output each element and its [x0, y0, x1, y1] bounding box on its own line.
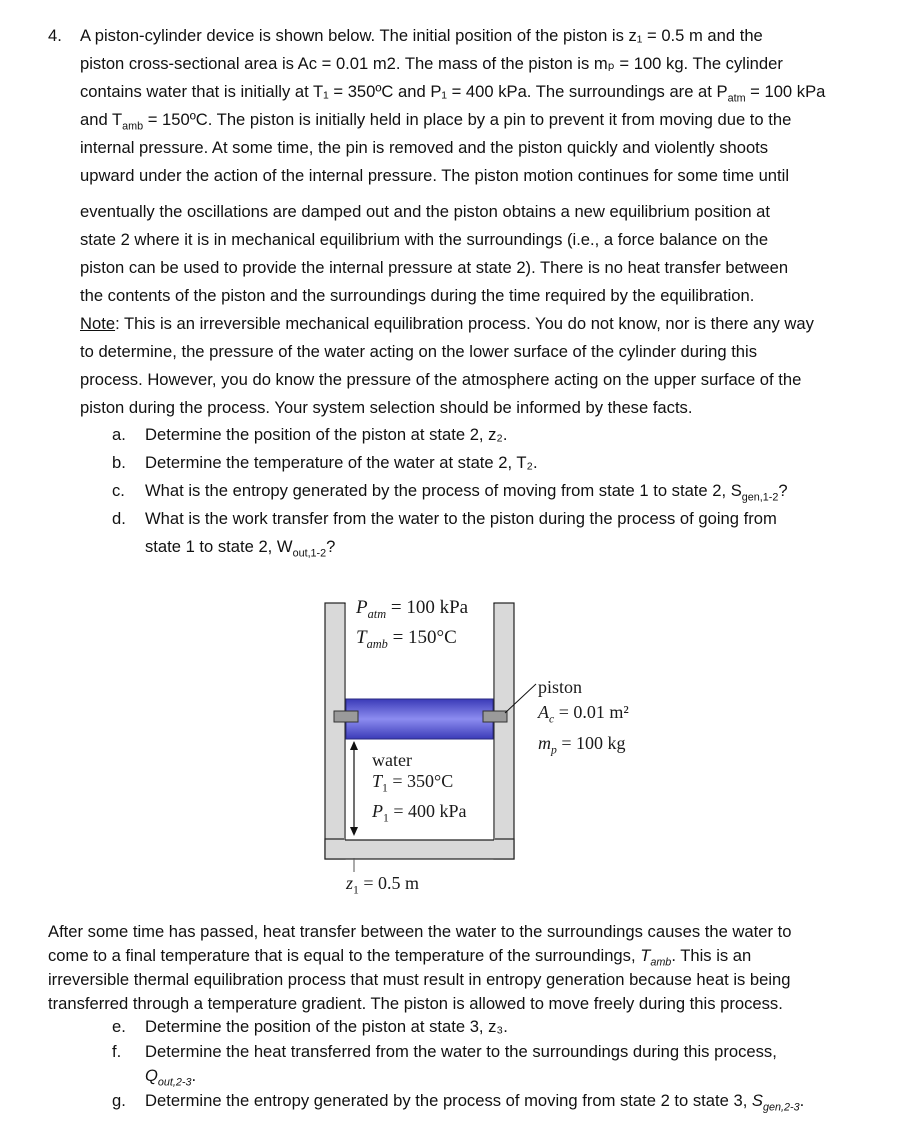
- intro-line-6: upward under the action of the internal pressure. The piston motion continues for some time until: [80, 166, 790, 185]
- cont-line-2: state 2 where it is in mechanical equilibrium with the surroundings (i.e., a force balance on the: [80, 230, 769, 249]
- intro-line-1: A piston-cylinder device is shown below. The initial position of the piston is z₁ = 0.5 m and the: [80, 26, 763, 45]
- part-g-tail: .: [799, 1091, 805, 1110]
- piston-mass-sub: p: [551, 743, 557, 757]
- note-line-3: process. However, you do know the pressure of the atmosphere acting on the upper surface of the: [80, 370, 802, 389]
- note-label: Note: [80, 314, 116, 333]
- cont-line-4: the contents of the piston and the surroundings during the time required by the equilibration.: [80, 286, 755, 305]
- p1-var: P: [372, 801, 383, 821]
- part-d-line-2-text: state 1 to state 2, W: [145, 537, 293, 556]
- part-d-tail: ?: [326, 537, 336, 556]
- z1-label: [346, 872, 419, 902]
- part-g-var: S: [751, 1091, 763, 1110]
- cylinder-right-wall: [494, 603, 514, 859]
- p1-sub: 1: [383, 811, 389, 825]
- piston-area-var: A: [538, 702, 549, 722]
- water-label: water: [372, 750, 412, 770]
- piston-area-label: [538, 701, 629, 731]
- patm-label: [356, 596, 468, 626]
- z1-sub: 1: [353, 883, 359, 897]
- intro-line-5: internal pressure. At some time, the pin is removed and the piston quickly and violently shoots: [80, 138, 769, 157]
- t1-val: = 350°C: [387, 771, 454, 791]
- part-d-label: d.: [112, 509, 126, 528]
- cont-line-3: piston can be used to provide the internal pressure at state 2). There is no heat transfer between: [80, 258, 789, 277]
- tamb-sub: amb: [366, 636, 388, 651]
- part-c-label: c.: [112, 481, 125, 500]
- part-f-text: Determine the heat transferred from the water to the surroundings during this process,: [145, 1042, 777, 1061]
- part-e-text: Determine the position of the piston at state 3, z₃.: [145, 1017, 508, 1036]
- left-pin: [334, 711, 358, 722]
- part-f-label: f.: [112, 1042, 122, 1061]
- after-line-2-text: come to a final temperature that is equal to the temperature of the surroundings,: [48, 946, 641, 965]
- after-line-3: irreversible thermal equilibration process that must result in entropy generation because heat is being: [48, 970, 791, 989]
- cont-line-1: eventually the oscillations are damped out and the piston obtains a new equilibrium position at: [80, 202, 770, 221]
- z1-var: z: [346, 873, 354, 893]
- t1-sub: 1: [382, 781, 388, 795]
- after-line-2-tail: . This is an: [671, 946, 752, 965]
- patm-sub: atm: [367, 606, 387, 621]
- t1-label: [372, 770, 453, 800]
- part-g-text: Determine the entropy generated by the process of moving from state 2 to state 3,: [145, 1091, 752, 1110]
- z1-val: = 0.5 m: [358, 873, 420, 893]
- part-f-sub: out,2-3: [157, 1076, 192, 1089]
- part-e-label: e.: [112, 1017, 126, 1036]
- note-line-2: to determine, the pressure of the water acting on the lower surface of the cylinder during this: [80, 342, 758, 361]
- tamb-var: T: [356, 627, 367, 648]
- part-g-text-wrap: [145, 1089, 804, 1120]
- intro-line-2: piston cross-sectional area is Aᴄ = 0.01 m2. The mass of the piston is mₚ = 100 kg. The cylinder: [80, 54, 783, 73]
- part-g-label: g.: [112, 1091, 126, 1110]
- part-c-sub: gen,1-2: [741, 491, 779, 504]
- piston-mass-label: [538, 732, 626, 762]
- after-line-1: After some time has passed, heat transfer between the water to the surroundings causes the water to: [48, 922, 792, 941]
- part-b-text: Determine the temperature of the water at state 2, T₂.: [145, 453, 538, 472]
- part-c-text: What is the entropy generated by the process of moving from state 1 to state 2, S: [145, 481, 742, 500]
- problem-number: 4.: [48, 26, 62, 45]
- part-a-text: Determine the position of the piston at state 2, z₂.: [145, 425, 508, 444]
- piston-mass-var: m: [538, 733, 551, 753]
- piston: [346, 699, 493, 739]
- intro-line-4-tail: = 150ºC. The piston is initially held in place by a pin to prevent it from moving due to the: [143, 110, 792, 129]
- part-f-tail: .: [191, 1066, 197, 1085]
- patm-var: P: [356, 597, 368, 618]
- intro-line-3-tail: = 100 kPa: [745, 82, 826, 101]
- after-line-2-var: T: [640, 946, 651, 965]
- cylinder-bottom-wall: [325, 839, 514, 859]
- patm-val: = 100 kPa: [386, 597, 469, 618]
- part-d-sub: out,1-2: [292, 547, 327, 560]
- tamb-val: = 150°C: [387, 627, 457, 648]
- p1-val: = 400 kPa: [388, 801, 467, 821]
- intro-line-4-text: and T: [80, 110, 123, 129]
- part-f-var: Q: [145, 1066, 158, 1085]
- tamb-label: [356, 626, 457, 656]
- piston-area-sub: c: [549, 712, 555, 726]
- after-line-4: transferred through a temperature gradient. The piston is allowed to move freely during this process.: [48, 994, 783, 1013]
- intro-line-3-sub: atm: [727, 92, 746, 105]
- p1-label: [372, 800, 467, 830]
- piston-area-val: = 0.01 m²: [554, 702, 629, 722]
- intro-line-3-text: contains water that is initially at T₁ = 350ºC and P₁ = 400 kPa. The surroundings are at P: [80, 82, 728, 101]
- intro-line-4-sub: amb: [122, 120, 144, 133]
- part-c-tail: ?: [778, 481, 788, 500]
- part-b-label: b.: [112, 453, 126, 472]
- part-d-text: What is the work transfer from the water to the piston during the process of going from: [145, 509, 777, 528]
- after-line-2-sub: amb: [650, 956, 672, 969]
- right-pin: [483, 711, 507, 722]
- cylinder-left-wall: [325, 603, 345, 859]
- piston-mass-val: = 100 kg: [556, 733, 626, 753]
- note-line-1-text: : This is an irreversible mechanical equilibration process. You do not know, nor is there any way: [115, 314, 814, 333]
- t1-var: T: [372, 771, 383, 791]
- part-a-label: a.: [112, 425, 126, 444]
- part-g-sub: gen,2-3: [763, 1101, 800, 1114]
- note-line-4: piston during the process. Your system selection should be informed by these facts.: [80, 398, 693, 417]
- piston-label: piston: [538, 677, 583, 697]
